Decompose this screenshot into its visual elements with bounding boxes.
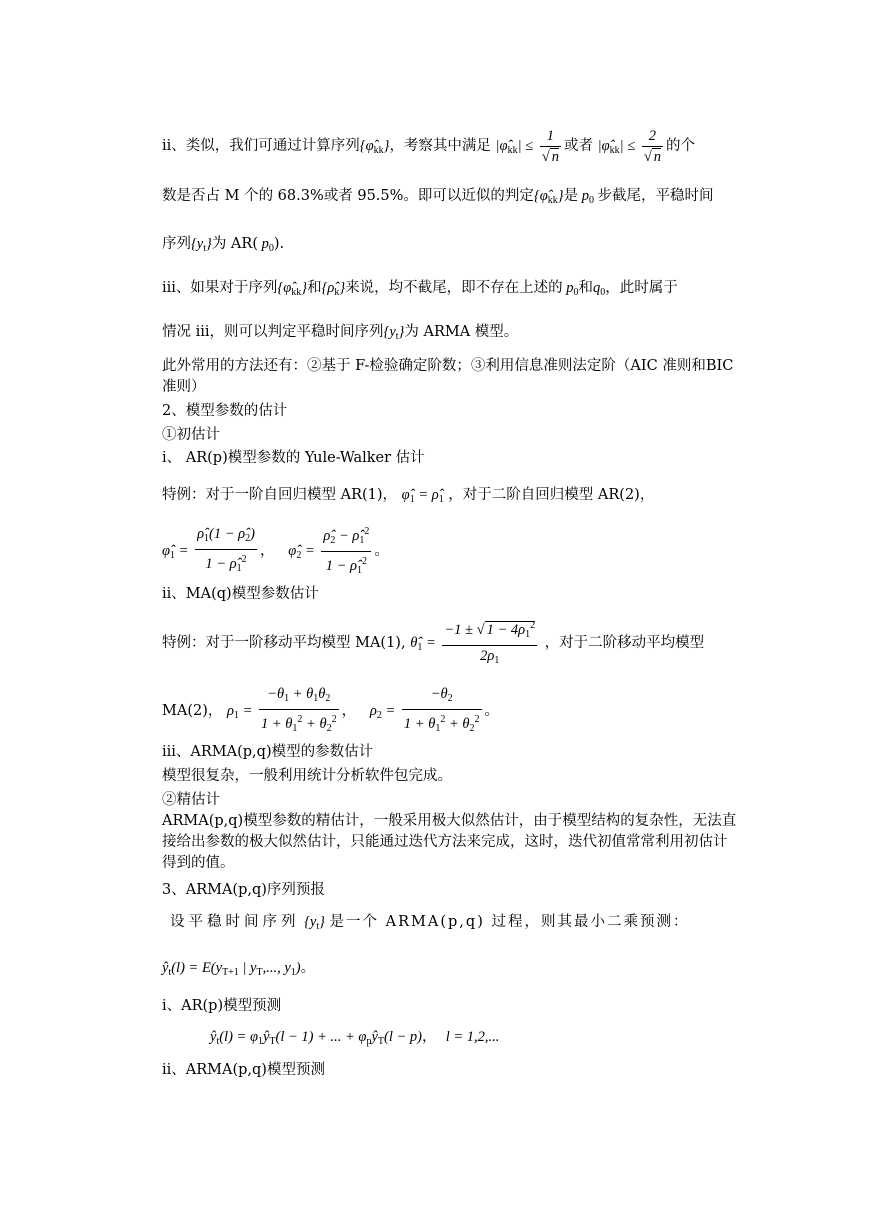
line-iii-if: iii、如果对于序列$\{\varphî_{kk}\}$和$\{\rhô_k\}$来说，均不截尾，即不存在上述的 $p_0$和$q_0$，此时属于 <box>162 280 678 298</box>
line-special-ma: 特例：对于一阶移动平均模型 MA(1), $\thetâ_1$ = $\frac{-1 \pm √ 1 - 4\rho_1^2}{2\rho_1}$ ，对于二阶移动平均模型 <box>162 616 704 671</box>
heading-sec3: 3、ARMA(p,q)序列预报 <box>162 882 325 898</box>
paragraph-precise: ARMA(p,q)模型参数的精估计，一般采用极大似然估计，由于模型结构的复杂性，无法直接给出参数的极大似然估计，只能通过迭代方法来完成，这时，迭代初值常常利用初估计得到的值。 <box>162 813 737 871</box>
formula-ls-prediction: $ŷ_t(l) = E(y_{T+1}$ | $y_T$,..., $y_1$)。 <box>162 960 316 978</box>
heading-arma-pred: ii、ARMA(p,q)模型预测 <box>162 1062 325 1078</box>
line-assume: 设平稳时间序列 $\{y_t\}$ 是一个 ARMA(p,q) 过程，则其最小二乘预测： <box>170 914 690 932</box>
line-seq-ar: 序列$\{y_t\}$为 AR( $p_0$). <box>162 236 285 254</box>
paragraph-other-methods: 此外常用的方法还有：②基于 F-检验确定阶数；③利用信息准则法定阶（AIC 准则和BIC 准则） <box>162 358 734 395</box>
formula-ar2: $\varphî_1$ = $\frac{\rhô_1(1 - \rhô_2)}{1 - \rhô_1^2}$ ， $\varphî_2$ = $\frac{\rhô_2 - \rhô_1^2}{1 - \rhô_1^2}$ 。 <box>162 522 389 581</box>
formula-ar-pred: $ŷ_t(l)$ = $\varphi_1ŷ_T(l - 1)$ + ... + $\varphi_pŷ_T(l - p)$， l = 1,2,... <box>210 1029 500 1047</box>
line-ii-similar: ii、类似，我们可通过计算序列$\{\varphî_{kk}\}$，考察其中满足 $|\varphî_{kk}|$ ≤ $\frac{1}{√ n}$ 或者 $|\varphî_{kk}|$ ≤ $\frac{2}{√ n}$ 的个 <box>162 128 696 165</box>
line-case-iii: 情况 iii，则可以判定平稳时间序列$\{y_t\}$为 ARMA 模型。 <box>162 324 519 342</box>
line-count: 数是否占 M 个的 68.3%或者 95.5%。即可以近似的判定$\{\varphî_{kk}\}$是 $p_0$ 步截尾，平稳时间 <box>162 188 714 206</box>
formula-phi1-ar1: $\varphî_1$ = $\rhô_1$ <box>401 487 444 505</box>
heading-precise: ②精估计 <box>162 792 220 808</box>
line-special-ar: 特例：对于一阶自回归模型 AR(1)， $\varphî_1$ = $\rhô_1$ ，对于二阶自回归模型 AR(2)， <box>162 487 655 505</box>
formula-phi-bound-1: $|\varphî_{kk}|$ ≤ $\frac{1}{√ n}$ <box>495 128 559 165</box>
text-complex: 模型很复杂，一般利用统计分析软件包完成。 <box>162 768 452 784</box>
heading-arma-est: iii、ARMA(p,q)模型的参数估计 <box>162 744 374 760</box>
heading-ar-yw: i、 AR(p)模型参数的 Yule-Walker 估计 <box>162 450 425 466</box>
line-ma2: MA(2)， $\rho_1$ = $\frac{-\theta_1 + \theta_1\theta_2}{1 + \theta_1^2 + \theta_2^2}$ ， $\rho_2$ = $\frac{-\theta_2}{1 + \theta_1^2 + \theta_2^2}$ 。 <box>162 686 500 734</box>
heading-ar-pred: i、AR(p)模型预测 <box>162 998 282 1014</box>
formula-phi-bound-2: $|\varphî_{kk}|$ ≤ $\frac{2}{√ n}$ <box>597 128 662 165</box>
heading-sec2: 2、模型参数的估计 <box>162 403 288 419</box>
formula-theta1-ma1: $\thetâ_1$ = $\frac{-1 \pm √ 1 - 4\rho_1^2}{2\rho_1}$ <box>410 635 540 651</box>
heading-initial: ①初估计 <box>162 427 220 443</box>
heading-ma-est: ii、MA(q)模型参数估计 <box>162 586 319 602</box>
